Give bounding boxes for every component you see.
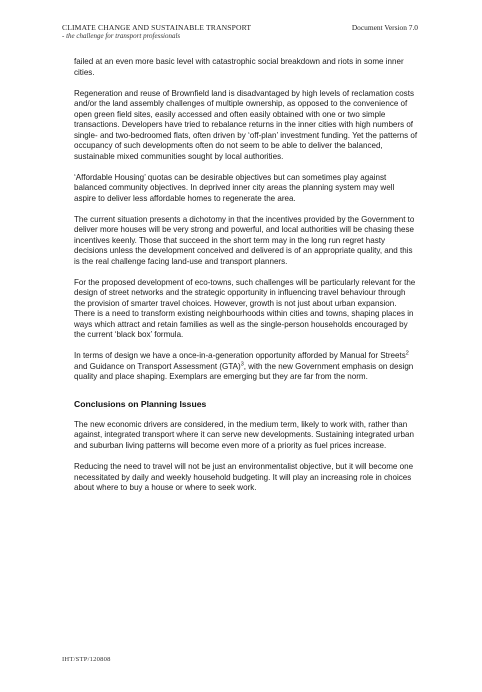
paragraph-economic-drivers: The new economic drivers are considered, in the medium term, likely to work with, rather than against, integrated transport where it can serve new developments. Sustaining integrated urban and suburban living patterns will become even more of a priority as fuel prices increase. [74, 419, 414, 450]
design-text-part1: In terms of design we have a once-in-a-generation opportunity afforded by Manual for Streets [74, 351, 406, 361]
footnote-ref-2: 2 [405, 350, 409, 357]
footnote-ref-3: 3 [240, 361, 244, 368]
design-text-part2: and Guidance on Transport Assessment (GTA) [74, 361, 241, 371]
header-subtitle: - the challenge for transport professionals [62, 32, 181, 40]
document-body [74, 57, 418, 504]
paragraph-eco-towns: For the proposed development of eco-towns, such challenges will be particularly relevant for the design of street networks and the strategic opportunity in influencing travel behaviour through the provision of smarter travel choices. However, growth is not just about urban expansion. There is a need to transform existing neighbourhoods within cities and towns, shaping places in ways which attract and retain families as well as the single-person households encouraged by the current ‘black box’ formula. [74, 277, 416, 340]
design-text-part3: , with the new Government emphasis on design quality and place shaping. Exemplars are emerging but they are far from the norm. [74, 361, 414, 382]
paragraph-reducing-travel: Reducing the need to travel will not be just an environmentalist objective, but it will become one necessitated by daily and weekly household budgeting. It will play an increasing role in choices about where to buy a house or where to seek work. [74, 462, 414, 493]
document-version: Document Version 7.0 [351, 23, 418, 32]
paragraph-affordable-housing: ‘Affordable Housing’ quotas can be desirable objectives but can sometimes play against balanced community objectives. In deprived inner city areas the planning system may well aspire to deliver less affordable homes to regenerate the area. [74, 172, 395, 203]
footer-code: IHT/STP/120808 [62, 656, 111, 663]
paragraph-riots: failed at an even more basic level with catastrophic social breakdown and riots in some inner cities. [74, 57, 404, 77]
paragraph-brownfield: Regeneration and reuse of Brownfield land is disadvantaged by high levels of reclamation costs and/or the land assembly challenges of multiple ownership, as opposed to the convenience of open green field sites, easily accessed and often easily obtained with one or two simple transactions. Developers have tried to rebalance returns in the inner cities with high numbers of single- and two-bedroomed flats, often driven by ‘off-plan’ investment funding. Yet the patterns of occupancy of such developments often do not seem to be able to deliver the balanced, sustainable mixed communities sought by local authorities. [74, 88, 418, 161]
running-header [62, 23, 322, 41]
paragraph-dichotomy: The current situation presents a dichotomy in that the incentives provided by the Government to deliver more houses will be very strong and powerful, and local authorities will be chasing these incentives keenly. Those that succeed in the short term may in the long run regret hasty decisions unless the development conceived and delivered is of an appropriate quality, and this is the real challenge facing land-use and transport planners. [74, 214, 415, 266]
section-heading: Conclusions on Planning Issues [74, 398, 207, 409]
header-title: CLIMATE CHANGE AND SUSTAINABLE TRANSPORT [62, 23, 252, 32]
paragraph-design-opportunity [74, 351, 418, 383]
